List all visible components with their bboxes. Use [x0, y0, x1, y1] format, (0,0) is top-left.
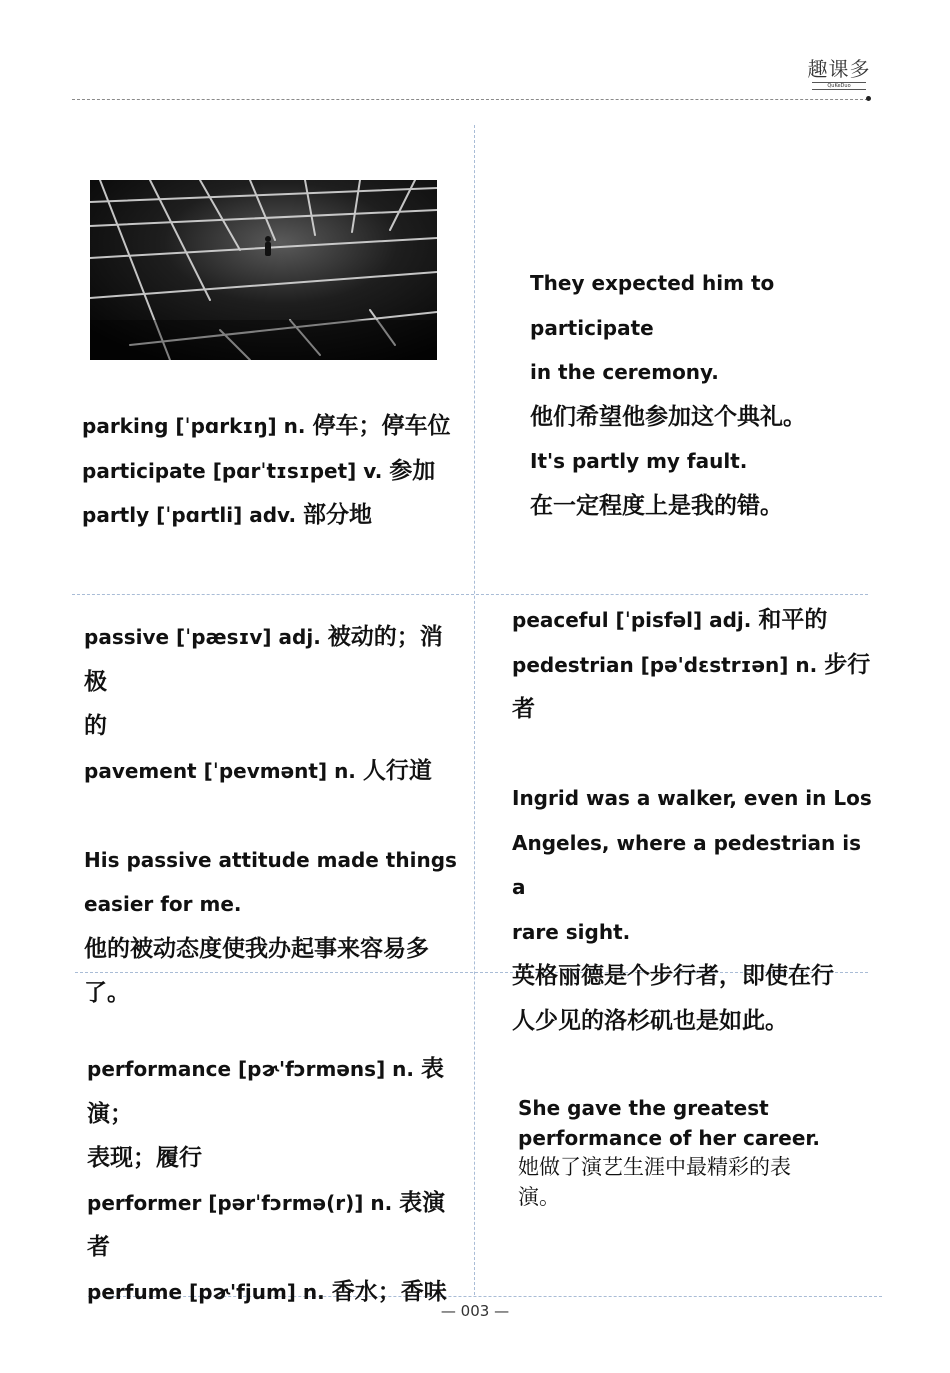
vocab-entry: participate [pɑrˈtɪsɪpet] v. 参加 — [82, 457, 436, 484]
vocab-entry: 表现；履行 — [87, 1145, 202, 1171]
example-translation: 人少见的洛杉矶也是如此。 — [512, 1007, 788, 1034]
example-translation: 在一定程度上是我的错。 — [530, 492, 783, 519]
vocab-entry: peaceful [ˈpisfəl] adj. 和平的 — [512, 607, 828, 633]
vocab-entry: perfume [pɚ'fjum] n. 香水；香味 — [87, 1278, 447, 1305]
vocab-entry: partly [ˈpɑrtli] adv. 部分地 — [82, 502, 373, 528]
page-number: — 003 — — [440, 1302, 510, 1320]
panel4-vocabulary — [512, 598, 877, 1043]
example-sentence: It's partly my fault. — [530, 449, 748, 473]
example-sentence: His passive attitude made things — [84, 847, 457, 872]
row-divider-1 — [72, 594, 868, 595]
brand-logo — [806, 58, 872, 92]
example-translation: 他们希望他参加这个典礼。 — [530, 403, 806, 430]
vocab-entry: passive [ˈpæsɪv] adj. 被动的；消极 — [84, 624, 443, 695]
example-translation: 演。 — [518, 1184, 560, 1209]
center-divider-vertical — [474, 125, 475, 1295]
vocab-entry: performer [pərˈfɔrmə(r)] n. 表演者 — [87, 1189, 446, 1260]
logo-text: 趣课多 — [807, 57, 871, 81]
header-divider — [72, 99, 868, 100]
panel1-vocabulary — [82, 404, 462, 538]
example-translation: 她做了演艺生涯中最精彩的表 — [518, 1155, 791, 1179]
example-sentence: They expected him to participate — [530, 271, 775, 340]
example-sentence: Angeles, where a pedestrian is a — [512, 830, 862, 899]
example-translation: 了。 — [84, 980, 130, 1006]
vocab-entry: parking [ˈpɑrkɪŋ] n. 停车；停车位 — [82, 413, 451, 439]
logo-subtext: QuKeDuo — [812, 82, 866, 90]
panel3-vocabulary — [84, 615, 464, 1016]
example-sentence: rare sight. — [512, 919, 631, 944]
vocab-entry: pavement [ˈpevmənt] n. 人行道 — [84, 757, 432, 784]
vocab-entry: pedestrian [pə'dɛstrɪən] n. 步行者 — [512, 651, 871, 722]
parking-lot-photo — [90, 180, 437, 360]
header-divider-dot — [866, 96, 871, 101]
example-translation: 英格丽德是个步行者，即使在行 — [512, 963, 834, 989]
panel2-examples — [530, 261, 875, 528]
example-sentence: She gave the greatest — [518, 1096, 769, 1120]
example-sentence: in the ceremony. — [530, 360, 719, 384]
example-sentence: easier for me. — [84, 892, 242, 916]
vocab-entry: performance [pɚ'fɔrməns] n. 表演； — [87, 1056, 444, 1127]
panel5-vocabulary — [87, 1047, 467, 1314]
vocab-entry: 的 — [84, 713, 107, 739]
panel6-examples — [518, 1094, 863, 1212]
example-translation: 他的被动态度使我办起事来容易多 — [84, 935, 429, 962]
example-sentence: performance of her career. — [518, 1125, 820, 1150]
example-sentence: Ingrid was a walker, even in Los — [512, 786, 872, 810]
